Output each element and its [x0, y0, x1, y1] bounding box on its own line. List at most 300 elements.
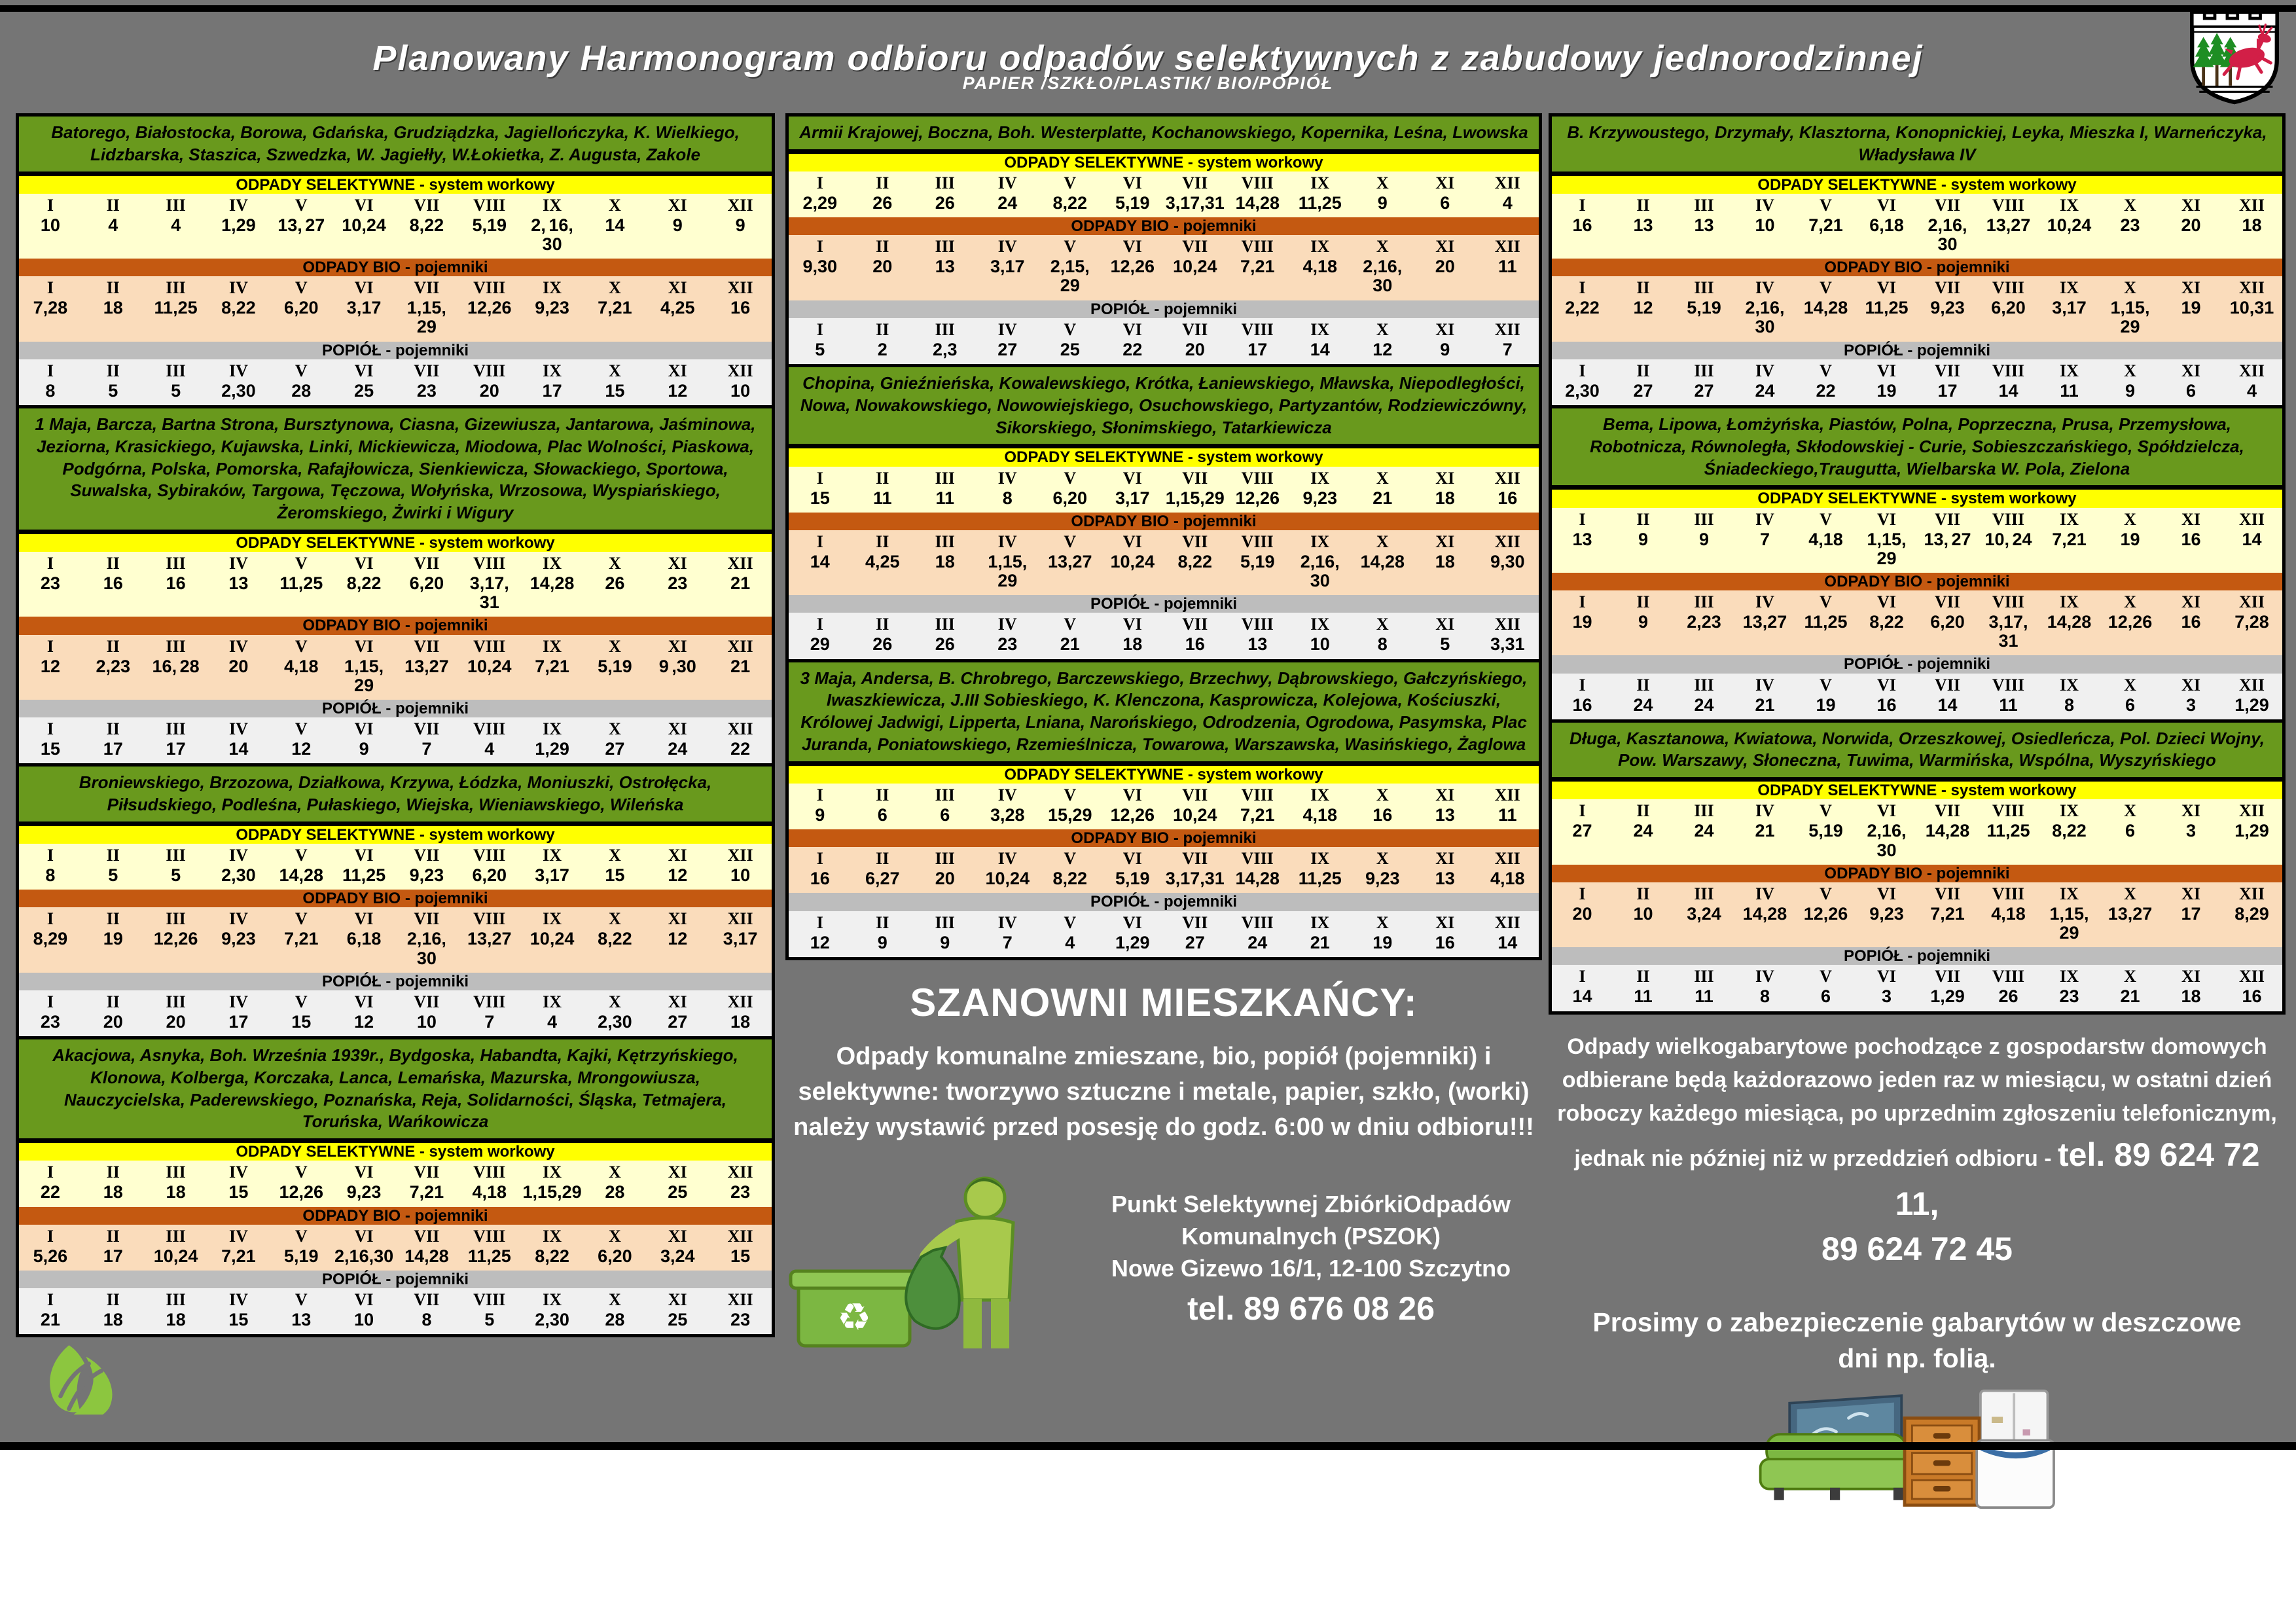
month-label: XII: [2238, 278, 2265, 298]
collection-dates: 2,30: [1565, 380, 1600, 401]
month-label: XI: [668, 361, 687, 380]
collection-dates: 17: [228, 1011, 249, 1032]
collection-dates: 9,23: [346, 1182, 382, 1202]
collection-dates: 10,24: [2047, 215, 2092, 235]
months-row-ash: [789, 318, 1539, 339]
streets-header: 1 Maja, Barcza, Bartna Strona, Bursztynowa, Ciasna, Gizewiusza, Jantarowa, Jaśminowa, Jeziorna, Krasickiego, Kujawska, Linki, Mickiewicza, Miodowa, Plac Wolności, Piaskowa, Podgórna, Polska, Pomorska, Rafajłowicza, Sienkiewicza, Słowackiego, Sportowa, Suwalska, Sybiraków, Targowa, Tęczowa, Wołyńska, Wrzosowa, Wyspiańskiego, Żeromskiego, Żwirki i Wigury: [19, 408, 772, 534]
month-label: X: [2124, 675, 2136, 695]
collection-dates: 15: [605, 865, 625, 886]
month-label: I: [816, 173, 823, 192]
month-label: XI: [668, 1290, 687, 1310]
month-label: VI: [1877, 278, 1896, 298]
collection-dates: 8,22: [598, 929, 632, 949]
bulky-waste-info: [1551, 1030, 2283, 1229]
collection-dates: 6,20: [1052, 488, 1088, 508]
month-label: XI: [668, 1226, 687, 1246]
collection-dates: 12,26: [153, 929, 198, 949]
collection-dates: 16: [1435, 932, 1455, 952]
collection-dates: 11,25: [1298, 869, 1342, 889]
month-label: I: [46, 1226, 54, 1246]
collection-dates: 4: [171, 215, 181, 235]
month-label: XII: [727, 278, 753, 298]
month-label: VI: [354, 1163, 374, 1182]
month-label: IV: [997, 237, 1017, 257]
collection-dates: 5,26: [33, 1246, 68, 1266]
month-label: III: [1694, 801, 1714, 821]
collection-dates: 9,23: [1365, 869, 1400, 889]
month-label: X: [609, 636, 621, 656]
month-label: IV: [997, 849, 1017, 869]
recycling-person-icon: [785, 1159, 1080, 1355]
collection-dates: 4: [2246, 380, 2257, 401]
collection-dates: 9,30: [1490, 551, 1525, 571]
month-label: III: [935, 319, 955, 339]
month-label: II: [106, 909, 120, 929]
collection-dates: 12: [668, 865, 688, 886]
dates-row-selective: [1552, 215, 2282, 259]
collection-dates: 4,25: [865, 551, 900, 571]
month-label: VII: [1934, 967, 1960, 986]
collection-dates: 3,17: [1115, 488, 1150, 508]
months-row-ash: [1552, 965, 2282, 986]
month-label: XI: [668, 719, 687, 739]
month-label: IX: [543, 719, 562, 739]
collection-dates: 11,25: [342, 865, 386, 886]
collection-dates: 10, 24: [1984, 529, 2032, 549]
month-label: IX: [1310, 173, 1330, 192]
section-band-selective: ODPADY SELEKTYWNE - system workowy: [19, 826, 772, 844]
month-label: VIII: [1241, 912, 1274, 932]
collection-dates: 15: [40, 739, 60, 759]
month-label: III: [166, 636, 186, 656]
collection-dates: 10,24: [985, 869, 1030, 889]
collection-dates: 5,19: [1240, 551, 1275, 571]
bulky-phone-2: 89 624 72 45: [1821, 1230, 2013, 1267]
collection-dates: 13: [1247, 634, 1268, 655]
month-label: IV: [228, 195, 248, 215]
month-label: XI: [668, 992, 687, 1011]
months-row-bio: [19, 907, 772, 928]
month-label: VII: [414, 636, 440, 656]
month-label: VI: [1877, 801, 1896, 821]
rain-protection-note: Prosimy o zabezpieczenie gabarytów w deszczowe dni np. folią.: [1592, 1307, 2242, 1373]
collection-dates: 10: [1310, 634, 1330, 655]
month-label: III: [935, 849, 955, 869]
month-label: V: [295, 1290, 308, 1310]
month-label: IV: [1755, 195, 1774, 215]
collection-dates: 1,15,29: [1165, 488, 1225, 508]
month-label: VI: [1122, 785, 1142, 804]
collection-dates: 7,28: [2234, 612, 2269, 632]
month-label: XI: [668, 636, 687, 656]
month-label: III: [166, 195, 186, 215]
month-label: XII: [727, 1163, 753, 1182]
month-label: VI: [1877, 675, 1896, 695]
month-label: VII: [1182, 468, 1208, 488]
month-label: XI: [668, 195, 687, 215]
month-label: VI: [1122, 849, 1142, 869]
month-label: III: [166, 846, 186, 865]
collection-dates: 7,21: [1240, 804, 1275, 825]
collection-dates: 10: [416, 1011, 437, 1032]
collection-dates: 9,23: [1869, 903, 1904, 924]
month-label: VII: [414, 1290, 440, 1310]
section-band-bio: ODPADY BIO - pojemniki: [19, 1207, 772, 1225]
collection-dates: 8,22: [346, 573, 382, 594]
column-left: [16, 113, 775, 1418]
collection-dates: 21: [1372, 488, 1393, 508]
month-label: I: [46, 1290, 54, 1310]
collection-dates: 19: [1816, 695, 1836, 715]
collection-dates: 17: [542, 380, 562, 401]
month-label: VI: [1122, 173, 1142, 192]
collection-dates: 21: [2120, 986, 2140, 1007]
collection-dates: 9,23: [221, 929, 256, 949]
collection-dates: 14,28: [1803, 298, 1848, 318]
collection-dates: 3,24: [660, 1246, 695, 1266]
collection-dates: 9: [815, 804, 825, 825]
collection-dates: 12: [810, 932, 830, 952]
dates-row-selective: [19, 215, 772, 259]
month-label: III: [935, 468, 955, 488]
month-label: III: [935, 912, 955, 932]
collection-dates: 28: [605, 1310, 625, 1330]
collection-dates: 5: [484, 1310, 495, 1330]
dates-row-ash: [789, 634, 1539, 659]
collection-dates: 3,24: [1687, 903, 1721, 924]
dates-row-selective: [1552, 529, 2282, 573]
collection-dates: 2: [877, 339, 888, 359]
month-label: III: [1694, 361, 1714, 380]
month-label: I: [46, 1163, 54, 1182]
month-label: VIII: [1992, 278, 2025, 298]
month-label: V: [295, 554, 308, 573]
month-label: XII: [2238, 361, 2265, 380]
collection-dates: 7: [1502, 339, 1513, 359]
month-label: VII: [414, 1163, 440, 1182]
collection-dates: 19: [2181, 298, 2201, 318]
collection-dates: 13, 27: [278, 215, 325, 235]
collection-dates: 8,22: [1177, 551, 1213, 571]
month-label: XI: [1435, 912, 1455, 932]
collection-dates: 13,27: [404, 656, 449, 676]
month-label: IV: [228, 846, 248, 865]
collection-dates: 1,29: [535, 739, 569, 759]
month-label: III: [935, 173, 955, 192]
month-label: XI: [1435, 319, 1455, 339]
collection-dates: 14: [228, 739, 249, 759]
month-label: IX: [2060, 361, 2079, 380]
month-label: IV: [997, 468, 1017, 488]
streets-header: Broniewskiego, Brzozowa, Działkowa, Krzywa, Łódzka, Moniuszki, Ostrołęcka, Piłsudskiego, Podleśna, Pułaskiego, Wiejska, Wieniawskiego, Wileńska: [19, 767, 772, 826]
months-row-selective: [19, 194, 772, 215]
collection-dates: 15: [291, 1011, 312, 1032]
month-label: IV: [1755, 675, 1774, 695]
month-label: II: [106, 1226, 120, 1246]
month-label: VIII: [1241, 173, 1274, 192]
month-label: III: [166, 278, 186, 298]
collection-dates: 3,31: [1490, 634, 1525, 655]
leaf-logo-icon: [34, 1344, 132, 1415]
month-label: VIII: [473, 719, 506, 739]
month-label: V: [295, 719, 308, 739]
collection-dates: 19: [1372, 932, 1393, 952]
collection-dates: 14,28: [2047, 612, 2092, 632]
collection-dates: 9: [1638, 612, 1649, 632]
month-label: XII: [727, 636, 753, 656]
collection-dates: 27: [1694, 380, 1714, 401]
collection-dates: 1,29: [2234, 821, 2269, 841]
collection-dates: 11,25: [1865, 298, 1909, 318]
collection-dates: 2,16, 30: [1745, 298, 1785, 337]
collection-dates: 7,21: [409, 1182, 444, 1202]
collection-dates: 4,18: [1490, 869, 1525, 889]
month-label: VII: [1934, 675, 1960, 695]
month-label: XII: [2238, 675, 2265, 695]
month-label: VIII: [1992, 967, 2025, 986]
month-label: X: [609, 1226, 621, 1246]
section-band-selective: ODPADY SELEKTYWNE - system workowy: [789, 154, 1539, 171]
months-row-ash: [1552, 674, 2282, 695]
collection-dates: 14: [1937, 695, 1958, 715]
month-label: II: [1636, 592, 1650, 612]
collection-dates: 11,25: [1986, 821, 2030, 841]
month-label: X: [609, 846, 621, 865]
dates-row-ash: [1552, 380, 2282, 405]
months-row-ash: [789, 911, 1539, 932]
collection-dates: 10,24: [1172, 804, 1217, 825]
month-label: IX: [2060, 675, 2079, 695]
month-label: IX: [1310, 468, 1330, 488]
collection-dates: 22: [40, 1182, 60, 1202]
collection-dates: 16: [103, 573, 123, 594]
collection-dates: 16: [1185, 634, 1205, 655]
collection-dates: 18: [166, 1182, 186, 1202]
collection-dates: 6: [940, 804, 950, 825]
month-label: XII: [2238, 592, 2265, 612]
month-label: X: [1376, 532, 1389, 551]
collection-dates: 18: [2181, 986, 2201, 1007]
month-label: II: [106, 195, 120, 215]
month-label: II: [1636, 195, 1650, 215]
month-label: V: [1820, 884, 1832, 903]
collection-dates: 14,28: [1235, 192, 1280, 213]
month-label: III: [166, 909, 186, 929]
collection-dates: 20: [103, 1011, 123, 1032]
dates-row-bio: [789, 551, 1539, 595]
month-label: VI: [354, 554, 374, 573]
month-label: I: [1579, 509, 1586, 529]
month-label: XI: [668, 554, 687, 573]
collection-dates: 2,30: [221, 380, 256, 401]
month-label: XII: [1494, 468, 1520, 488]
collection-dates: 13: [1572, 529, 1592, 549]
collection-dates: 23: [40, 573, 60, 594]
month-label: VII: [414, 719, 440, 739]
section-band-bio: ODPADY BIO - pojemniki: [1552, 865, 2282, 882]
dates-row-ash: [19, 1011, 772, 1036]
month-label: IV: [228, 719, 248, 739]
collection-dates: 8: [45, 865, 56, 886]
month-label: XI: [668, 1163, 687, 1182]
month-label: XI: [1435, 468, 1455, 488]
collection-dates: 23: [997, 634, 1018, 655]
collection-dates: 11,25: [154, 298, 198, 318]
month-label: XII: [727, 846, 753, 865]
collection-dates: 4: [108, 215, 118, 235]
schedule-block: [1549, 113, 2286, 408]
collection-dates: 3: [1881, 986, 1892, 1007]
collection-dates: 11,25: [1804, 612, 1848, 632]
month-label: VIII: [473, 554, 506, 573]
streets-header: Długa, Kasztanowa, Kwiatowa, Norwida, Orzeszkowej, Osiedleńcza, Pol. Dzieci Wojny, Pow. Warszawy, Słoneczna, Tuwima, Warmińska, Wspólna, Wyszyńskiego: [1552, 723, 2282, 782]
month-label: V: [1064, 785, 1077, 804]
month-label: IV: [228, 1226, 248, 1246]
collection-dates: 24: [1633, 821, 1653, 841]
collection-dates: 23: [2059, 986, 2079, 1007]
month-label: X: [2124, 884, 2136, 903]
month-label: III: [1694, 195, 1714, 215]
section-band-bio: ODPADY BIO - pojemniki: [789, 217, 1539, 235]
collection-dates: 21: [1755, 695, 1775, 715]
collection-dates: 9: [1440, 339, 1450, 359]
collection-dates: 8,22: [535, 1246, 569, 1266]
collection-dates: 22: [1122, 339, 1143, 359]
months-row-ash: [19, 359, 772, 380]
month-label: XII: [727, 554, 753, 573]
month-label: XI: [1435, 849, 1455, 869]
month-label: IV: [997, 532, 1017, 551]
collection-dates: 8,22: [409, 215, 444, 235]
section-band-selective: ODPADY SELEKTYWNE - system workowy: [1552, 490, 2282, 507]
collection-dates: 8,22: [221, 298, 256, 318]
section-band-ash: POPIÓŁ - pojemniki: [19, 700, 772, 717]
collection-dates: 9: [940, 932, 950, 952]
collection-dates: 12,26: [1110, 257, 1155, 277]
month-label: VI: [1122, 237, 1142, 257]
top-divider: [0, 5, 2296, 12]
collection-dates: 12,26: [279, 1182, 324, 1202]
dates-row-selective: [789, 192, 1539, 217]
dates-row-bio: [789, 256, 1539, 300]
months-row-bio: [1552, 276, 2282, 297]
month-label: II: [876, 532, 889, 551]
month-label: X: [609, 195, 621, 215]
collection-dates: 5,19: [472, 215, 507, 235]
collection-dates: 27: [1572, 821, 1592, 841]
collection-dates: 4: [547, 1011, 558, 1032]
month-label: XI: [2181, 509, 2200, 529]
collection-dates: 9: [1377, 192, 1388, 213]
collection-dates: 12: [1372, 339, 1393, 359]
collection-dates: 7: [484, 1011, 495, 1032]
month-label: VI: [1122, 912, 1142, 932]
dates-row-ash: [19, 738, 772, 763]
streets-header: 3 Maja, Andersa, B. Chrobrego, Barczewskiego, Brzechwy, Dąbrowskiego, Gałczyńskiego, Iwaszkiewicza, J.III Sobieskiego, K. Klenczona, Kasprowicza, Kolejowa, Kościuszki, Królowej Jadwigi, Lipperta, Lniana, Narońskiego, Odrodzenia, Ogrodowa, Pasymska, Plac Juranda, Poniatowskiego, Rzemieślnicza, Towarowa, Warszawska, Wasińskiego, Żaglowa: [789, 662, 1539, 766]
month-label: V: [1820, 361, 1832, 380]
month-label: I: [46, 846, 54, 865]
collection-dates: 4,18: [1302, 257, 1338, 277]
months-row-bio: [19, 635, 772, 656]
collection-dates: 9 ,30: [658, 656, 696, 676]
collection-dates: 10,24: [1110, 551, 1155, 571]
month-label: IX: [543, 554, 562, 573]
month-label: V: [1064, 849, 1077, 869]
collection-dates: 9: [1638, 529, 1649, 549]
month-label: XI: [2181, 195, 2200, 215]
collection-dates: 4,18: [1991, 903, 2026, 924]
collection-dates: 7: [1759, 529, 1770, 549]
month-label: VIII: [473, 846, 506, 865]
month-label: V: [1820, 592, 1832, 612]
collection-dates: 21: [1310, 932, 1330, 952]
month-label: XII: [2238, 801, 2265, 821]
pszok-address: Nowe Gizewo 16/1, 12-100 Szczytno: [1111, 1254, 1511, 1282]
month-label: XII: [727, 1290, 753, 1310]
month-label: V: [1820, 675, 1832, 695]
collection-dates: 13,27: [1986, 215, 2031, 235]
collection-dates: 15: [810, 488, 830, 508]
collection-dates: 17: [166, 739, 186, 759]
collection-dates: 14,28: [1235, 869, 1280, 889]
collection-dates: 14: [1310, 339, 1330, 359]
collection-dates: 14: [1498, 932, 1518, 952]
collection-dates: 13,27: [1047, 551, 1092, 571]
collection-dates: 8,29: [2234, 903, 2269, 924]
collection-dates: 13, 27: [1924, 529, 1971, 549]
month-label: II: [106, 361, 120, 380]
month-label: XII: [1494, 615, 1520, 634]
month-label: IV: [228, 278, 248, 298]
section-band-bio: ODPADY BIO - pojemniki: [789, 829, 1539, 847]
collection-dates: 15,29: [1047, 804, 1092, 825]
month-label: VII: [1934, 509, 1960, 529]
collection-dates: 25: [668, 1310, 688, 1330]
collection-dates: 21: [40, 1310, 60, 1330]
month-label: II: [106, 554, 120, 573]
month-label: VII: [414, 846, 440, 865]
collection-dates: 16: [1498, 488, 1518, 508]
section-band-bio: ODPADY BIO - pojemniki: [19, 890, 772, 907]
collection-dates: 8,22: [2052, 821, 2087, 841]
month-label: III: [935, 532, 955, 551]
collection-dates: 2,22: [1565, 298, 1600, 318]
month-label: VI: [354, 195, 374, 215]
month-label: IV: [1755, 967, 1774, 986]
collection-dates: 8: [422, 1310, 432, 1330]
collection-dates: 3,17: [723, 929, 758, 949]
month-label: VII: [1182, 849, 1208, 869]
collection-dates: 14,28: [529, 573, 575, 594]
month-label: IX: [1310, 615, 1330, 634]
months-row-ash: [1552, 359, 2282, 380]
month-label: VIII: [1992, 675, 2025, 695]
collection-dates: 5: [815, 339, 825, 359]
dates-row-selective: [1552, 820, 2282, 864]
month-label: IX: [1310, 785, 1330, 804]
collection-dates: 6: [2125, 821, 2136, 841]
collection-dates: 23: [2120, 215, 2140, 235]
collection-dates: 6: [1440, 192, 1450, 213]
collection-dates: 14: [605, 215, 625, 235]
streets-header: Bema, Lipowa, Łomżyńska, Piastów, Polna, Poprzeczna, Prusa, Przemysłowa, Robotnicza, Równoległa, Skłodowskiej - Curie, Sobieszczańskiego, Spółdzielcza, Śniadeckiego,Traugutta, Wielbarska W. Pola, Zielona: [1552, 408, 2282, 490]
collection-dates: 9: [2125, 380, 2136, 401]
collection-dates: 24: [1694, 695, 1714, 715]
collection-dates: 27: [997, 339, 1018, 359]
collection-dates: 27: [1185, 932, 1205, 952]
month-label: IV: [228, 361, 248, 380]
collection-dates: 26: [935, 192, 955, 213]
